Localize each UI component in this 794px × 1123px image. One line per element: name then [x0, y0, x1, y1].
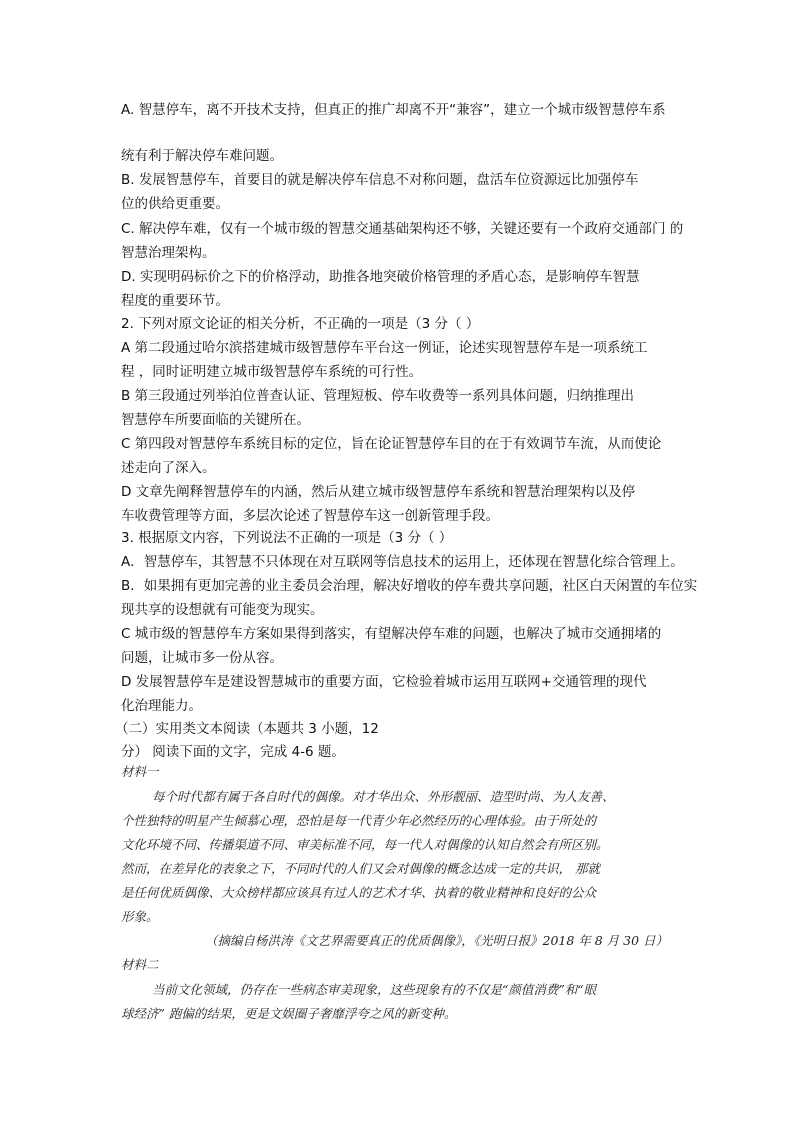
material1-paragraph-line: 然而，在差异化的表象之下，不同时代的人们又会对偶像的概念达成一定的共识， 那就 [121, 861, 600, 876]
material1-paragraph-line: 形象。 [121, 909, 159, 924]
q1-option-c-line2: 智慧治理架构。 [121, 245, 216, 261]
material1-paragraph-line: 文化环境不同、传播渠道不同、审美标准不同，每一代人对偶像的认知自然会有所区别。 [121, 837, 609, 852]
material2-paragraph-line: 当前文化领域，仍存在一些病态审美现象，这些现象有的不仅是“颜值消费”和“眼 [152, 982, 597, 997]
q3-stem: 3. 根据原文内容，下列说法不正确的一项是（3 分（ ） [121, 530, 453, 546]
section2-heading-line1: （二）实用类文本阅读（本题共 3 小题，12 [115, 721, 379, 737]
q2-stem: 2. 下列对原文论证的相关分析，不正确的一项是（3 分（ ） [121, 316, 480, 332]
q3-option-c-line2: 问题，让城市多一份从容。 [121, 650, 283, 666]
q2-option-b-line2: 智慧停车所要面临的关键所在。 [121, 412, 310, 428]
material2-paragraph-line: 球经济” 跑偏的结果，更是文娱圈子奢靡浮夸之风的新变种。 [121, 1006, 457, 1021]
material1-paragraph-line: 个性独特的明星产生倾慕心理，恐怕是每一代青少年必然经历的心理体验。由于所处的 [121, 813, 597, 828]
q1-option-a-line2: 统有利于解决停车难问题。 [121, 148, 283, 164]
q2-option-c-line2: 述走向了深入。 [121, 460, 216, 476]
q1-option-b-line1: B. 发展智慧停车，首要目的就是解决停车信息不对称问题，盘活车位资源远比加强停车 [121, 172, 639, 188]
q1-option-b-line2: 位的供给更重要。 [121, 196, 229, 212]
material1-label: 材料一 [121, 764, 159, 779]
q2-option-d-line1: D 文章先阐释智慧停车的内涵，然后从建立城市级智慧停车系统和智慧治理架构以及停 [121, 484, 636, 500]
q1-option-d-line2: 程度的重要环节。 [121, 293, 229, 309]
q3-option-b-line1: B．如果拥有更加完善的业主委员会治理，解决好增收的停车费共享问题，社区白天闲置的车位实 [121, 578, 698, 594]
q2-option-a-line1: A 第二段通过哈尔滨搭建城市级智慧停车平台这一例证，论述实现智慧停车是一项系统工 [121, 340, 648, 356]
q3-option-b-line2: 现共享的设想就有可能变为现实。 [121, 602, 324, 618]
section2-heading-line2: 分） 阅读下面的文字，完成 4-6 题。 [121, 744, 345, 760]
q3-option-a-line1: A．智慧停车，其智慧不只体现在对互联网等信息技术的运用上，还体现在智慧化综合管理上。 [121, 554, 684, 570]
q2-option-b-line1: B 第三段通过列举泊位普查认证、管理短板、停车收费等一系列具体问题，归纳推理出 [121, 388, 635, 404]
q2-option-a-line2: 程 ，同时证明建立城市级智慧停车系统的可行性。 [121, 364, 423, 380]
material1-paragraph-line: 每个时代都有属于各自时代的偶像。对才华出众、外形靓丽、造型时尚、为人友善、 [152, 789, 615, 804]
material2-label: 材料二 [121, 957, 159, 972]
q3-option-d-line2: 化治理能力。 [121, 698, 202, 714]
material1-source: （摘编自杨洪涛《文艺界需要真正的优质偶像》，《光明日报》2018 年 8 月 30 日） [205, 933, 669, 948]
q2-option-d-line2: 车收费管理等方面，多层次论述了智慧停车这一创新管理手段。 [121, 508, 499, 524]
material1-paragraph-line: 是任何优质偶像、大众榜样都应该具有过人的艺术才华、执着的敬业精神和良好的公众 [121, 885, 597, 900]
q1-option-d-line1: D. 实现明码标价之下的价格浮动，助推各地突破价格管理的矛盾心态，是影响停车智慧 [121, 269, 640, 285]
q3-option-d-line1: D 发展智慧停车是建设智慧城市的重要方面，它检验着城市运用互联网+交通管理的现代 [121, 674, 647, 690]
q3-option-c-line1: C 城市级的智慧停车方案如果得到落实，有望解决停车难的问题，也解决了城市交通拥堵的 [121, 626, 662, 642]
q1-option-a-line1: A. 智慧停车，离不开技术支持，但真正的推广却离不开“兼容”，建立一个城市级智慧停车系 [121, 102, 666, 118]
q2-option-c-line1: C 第四段对智慧停车系统目标的定位，旨在论证智慧停车目的在于有效调节车流，从而使论 [121, 436, 662, 452]
q1-option-c-line1: C. 解决停车难，仅有一个城市级的智慧交通基础架构还不够，关键还要有一个政府交通部门 的 [121, 221, 684, 237]
